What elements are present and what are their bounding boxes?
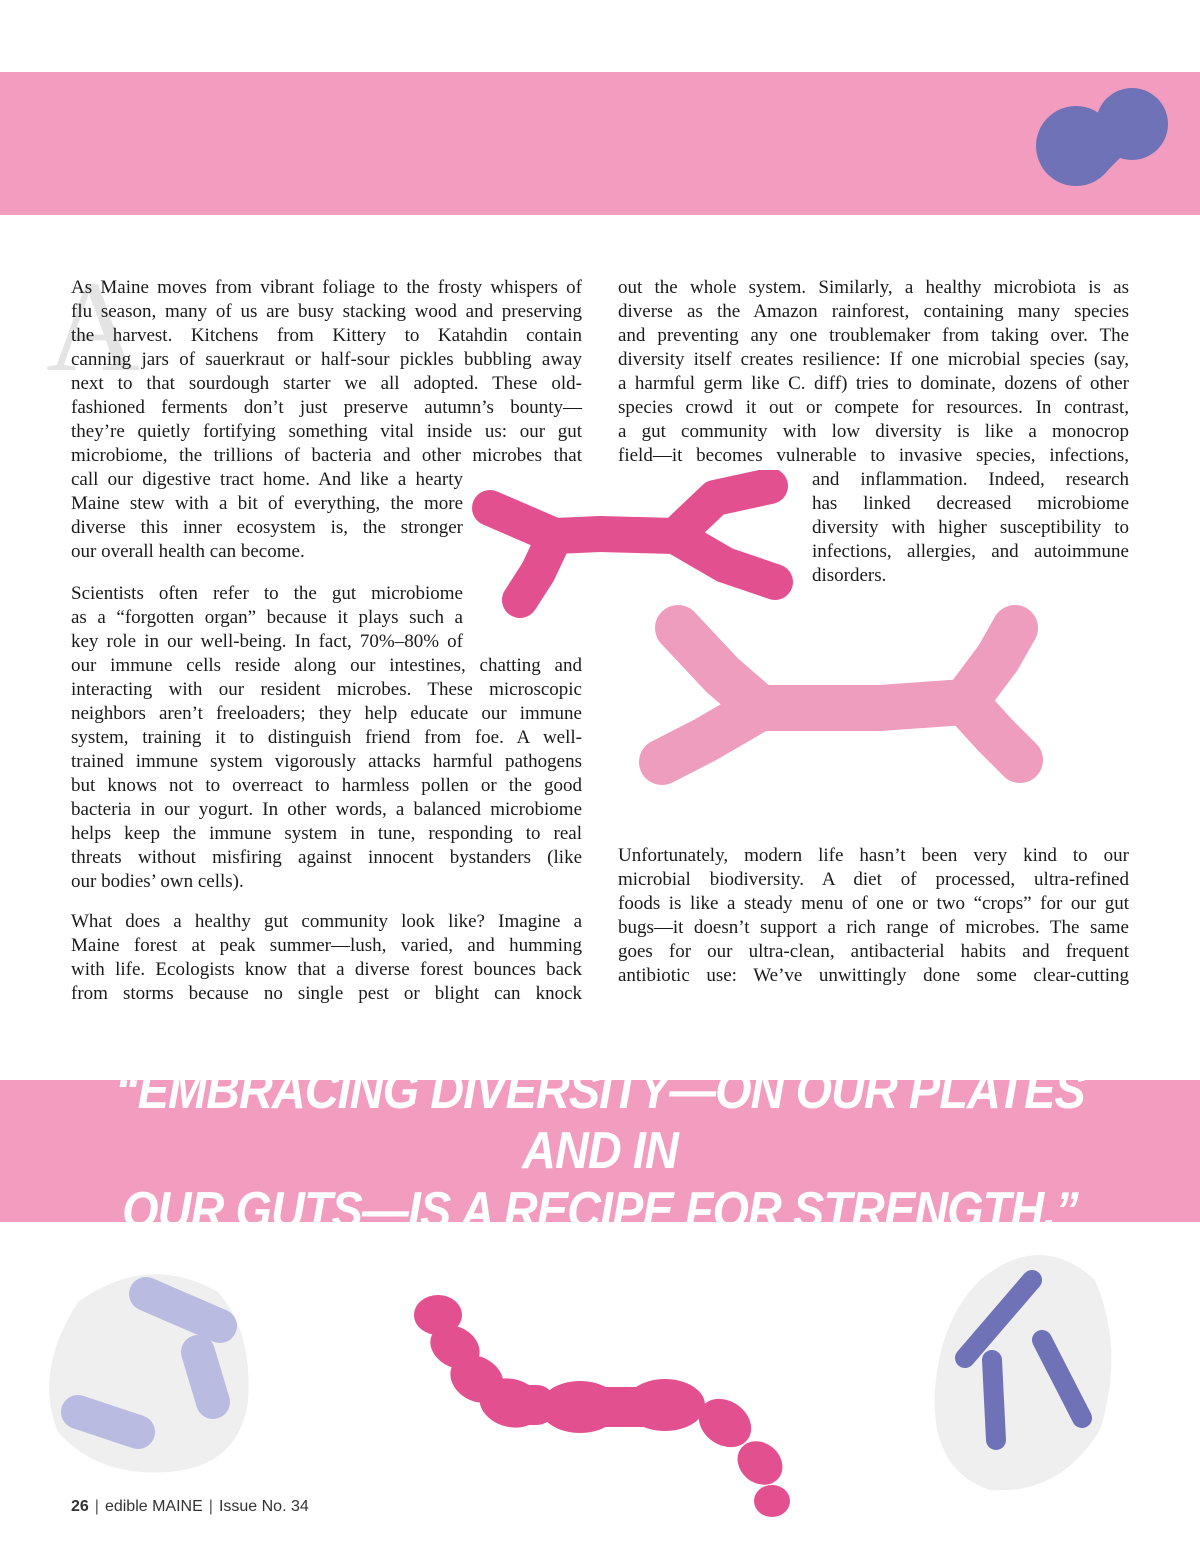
chain-bacteria-icon	[405, 1295, 795, 1530]
col1-para2-narrow	[71, 582, 463, 654]
text-line: key role in our well-being. In fact, 70%–80% of	[71, 631, 463, 652]
pull-quote-band	[0, 1062, 1200, 1240]
text-line: a harmful germ like C. diff) tries to dominate, dozens of other	[618, 373, 1129, 394]
text-line: and preventing any one troublemaker from taking over. The	[618, 325, 1129, 346]
text-line: fashioned ferments don’t just preserve autumn’s bounty—	[71, 397, 582, 418]
text-line: microbiome, the trillions of bacteria and other microbes that	[71, 445, 582, 466]
text-line: diverse this inner ecosystem is, the stronger	[71, 517, 463, 538]
text-line: our immune cells reside along our intestines, chatting and	[71, 655, 582, 676]
text-line: What does a healthy gut community look like? Imagine a	[71, 911, 582, 932]
text-line: diversity with higher susceptibility to	[812, 517, 1129, 538]
text-line: diversity itself creates resilience: If one microbial species (say,	[618, 349, 1129, 370]
text-line: antibiotic use: We’ve unwittingly done some clear-cutting	[618, 965, 1129, 986]
text-line: Maine stew with a bit of everything, the more	[71, 493, 463, 514]
text-line: and inflammation. Indeed, research	[812, 469, 1129, 490]
issue-number: Issue No. 34	[218, 1498, 309, 1515]
text-line: from storms because no single pest or blight can knock	[71, 983, 582, 1004]
col2-para1-narrow	[812, 468, 1129, 588]
text-line: foods is like a steady menu of one or two “crops” for our gut	[618, 893, 1129, 914]
text-line: Maine forest at peak summer—lush, varied, and humming	[71, 935, 582, 956]
magazine-name: edible MAINE	[104, 1498, 203, 1515]
text-line: has linked decreased microbiome	[812, 493, 1129, 514]
pull-quote	[60, 1061, 1140, 1241]
text-line: system, training it to distinguish friend from foe. A well-	[71, 727, 582, 748]
text-line: microbial biodiversity. A diet of processed, ultra-refined	[618, 869, 1129, 890]
pull-quote-line: “EMBRACING DIVERSITY—ON OUR PLATES AND IN	[115, 1062, 1085, 1180]
text-line: out the whole system. Similarly, a healthy microbiota is as	[618, 277, 1129, 298]
text-line: goes for our ultra-clean, antibacterial habits and frequent	[618, 941, 1129, 962]
col1-para1	[71, 276, 582, 468]
text-line: next to that sourdough starter we all adopted. These old-	[71, 373, 582, 394]
text-line: diverse as the Amazon rainforest, containing many species	[618, 301, 1129, 322]
blob-icon	[1020, 88, 1180, 203]
text-line: As Maine moves from vibrant foliage to the frosty whispers of	[71, 277, 582, 298]
text-line: threats without misfiring against innocent bystanders (like	[71, 847, 582, 868]
rod-bacteria-icon	[38, 1262, 268, 1477]
text-line: the harvest. Kitchens from Kittery to Katahdin contain	[71, 325, 582, 346]
text-line: infections, allergies, and autoimmune	[812, 541, 1129, 562]
text-line: they’re quietly fortifying something vital inside us: our gut	[71, 421, 582, 442]
text-line: a gut community with low diversity is like a monocrop	[618, 421, 1129, 442]
text-line: disorders.	[812, 565, 887, 586]
text-line: trained immune system vigorously attacks harmful pathogens	[71, 751, 582, 772]
text-line: helps keep the immune system in tune, responding to real	[71, 823, 582, 844]
text-line: species crowd it out or compete for resources. In contrast,	[618, 397, 1129, 418]
text-line: Unfortunately, modern life hasn’t been very kind to our	[618, 845, 1129, 866]
page-footer: 26 | edible MAINE | Issue No. 34	[71, 1498, 309, 1515]
text-line: neighbors aren’t freeloaders; they help educate our immune	[71, 703, 582, 724]
text-line: with life. Ecologists know that a diverse forest bounces back	[71, 959, 582, 980]
text-line: Scientists often refer to the gut microbiome	[71, 583, 463, 604]
col2-para2	[618, 844, 1129, 988]
text-line: our overall health can become.	[71, 541, 305, 562]
rod-bacteria-icon	[920, 1240, 1120, 1500]
text-line: our bodies’ own cells).	[71, 871, 244, 892]
y-bacteria-icon	[630, 590, 1050, 800]
text-line: flu season, many of us are busy stacking wood and preserving	[71, 301, 582, 322]
col1-para2	[71, 654, 582, 894]
text-line: canning jars of sauerkraut or half-sour pickles bubbling away	[71, 349, 582, 370]
col2-para1	[618, 276, 1129, 468]
text-line: field—it becomes vulnerable to invasive species, infections,	[618, 445, 1129, 466]
text-line: as a “forgotten organ” because it plays such a	[71, 607, 463, 628]
drop-cap: A	[46, 255, 140, 399]
text-line: but knows not to overreact to harmless pollen or the good	[71, 775, 582, 796]
page-number: 26	[71, 1498, 89, 1515]
text-line: interacting with our resident microbes. These microscopic	[71, 679, 582, 700]
col1-para3	[71, 910, 582, 1006]
text-line: bugs—it doesn’t support a rich range of microbes. The same	[618, 917, 1129, 938]
col1-para1-narrow	[71, 468, 463, 564]
pull-quote-line: OUR GUTS—IS A RECIPE FOR STRENGTH.”	[122, 1182, 1078, 1240]
text-line: call our digestive tract home. And like a hearty	[71, 469, 463, 490]
text-line: bacteria in our yogurt. In other words, a balanced microbiome	[71, 799, 582, 820]
